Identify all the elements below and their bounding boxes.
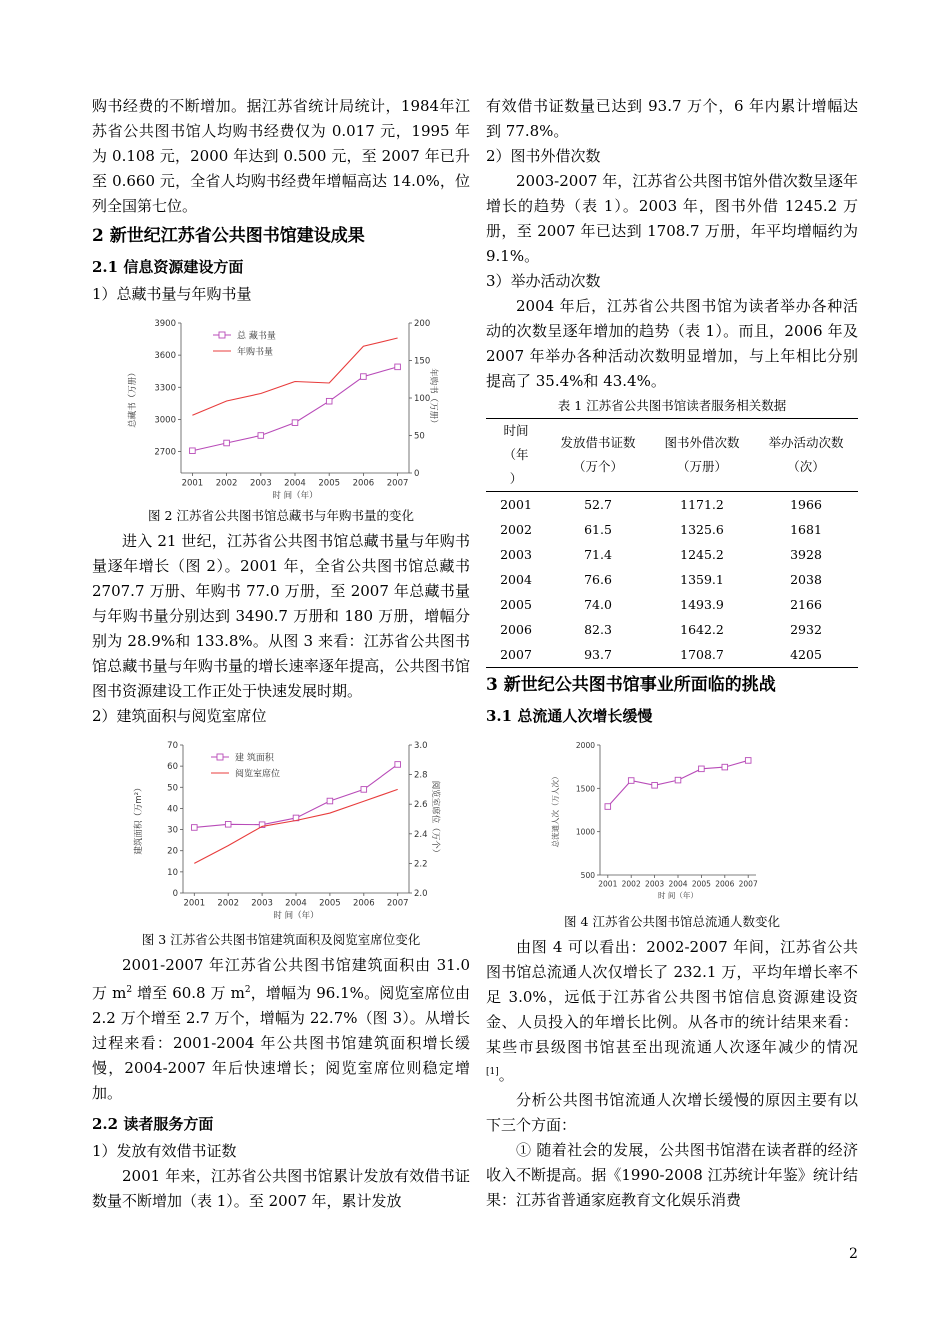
figure-3 — [92, 735, 470, 925]
figure-4-chart — [542, 735, 802, 907]
paragraph: 由图 4 可以看出：2002-2007 年间，江苏省公共图书馆总流通人次仅增长了 232.1 万，平均年增长率不足 3.0%，远低于江苏省公共图书馆信息资源建设资金、人员投入的年增长比例。从各市的统计结果来看：某些市县级图书馆甚至出现流通人次逐年减少的情况[1]。 — [486, 938, 858, 1084]
table-cell: 82.3 — [584, 622, 612, 637]
subsection-heading: 2.2 读者服务方面 — [92, 1115, 214, 1133]
data-point — [361, 787, 367, 793]
table-row — [486, 617, 858, 642]
data-point — [361, 374, 367, 380]
y-right-tick-label: 2.6 — [414, 800, 428, 811]
data-point — [327, 798, 333, 804]
x-axis-title: 时 间（年） — [272, 491, 318, 501]
figure-4 — [486, 735, 858, 907]
x-tick-label: 2005 — [318, 478, 341, 489]
x-tick-label: 2002 — [215, 478, 238, 489]
x-tick-label: 2003 — [645, 879, 665, 889]
paragraph: 进入 21 世纪，江苏省公共图书馆总藏书量与年购书量逐年增长（图 2）。2001 年，全省公共图书馆总藏书 2707.7 万册、年购书 77.0 万册，至 2007 年总藏书量与年购书量分别达到 3490.7 万册和 180 万册，增幅分别为 28.9%和 133.8%。从图 3 来看：江苏省公共图书馆总藏书量与年购书量的增长速率逐年提高，公共图书馆图书资源建设工作正处于快速发展时期。 — [92, 532, 470, 700]
figure-3-chart — [121, 735, 441, 925]
x-axis-title: 时 间（年） — [658, 891, 698, 900]
table-cell: 1708.7 — [680, 647, 724, 662]
y-tick-label: 3900 — [154, 319, 176, 329]
table-cell: 61.5 — [584, 522, 612, 537]
table-cell: 2007 — [500, 647, 532, 662]
table-cell: 1642.2 — [680, 622, 724, 637]
x-tick-label: 2004 — [668, 879, 688, 889]
y-right-tick-label: 150 — [414, 356, 431, 367]
y-right-tick-label: 2.8 — [414, 770, 428, 781]
y-right-tick-label: 3.0 — [414, 741, 428, 751]
data-point — [190, 448, 196, 454]
column-header-loans: 图书外借次数 （万册） — [664, 435, 740, 474]
y-tick-label: 60 — [167, 762, 178, 773]
table-cell: 1966 — [790, 497, 822, 512]
page-number: 2 — [849, 1246, 858, 1262]
y-tick-label: 40 — [167, 804, 178, 815]
y-tick-label: 50 — [167, 783, 178, 794]
section-heading: 3 新世纪公共图书馆事业所面临的挑战 — [486, 675, 776, 695]
y-right-axis-title: 年购书（万册） — [428, 368, 438, 428]
list-item: 1）发放有效借书证数 — [92, 1142, 237, 1160]
y-tick-label: 10 — [167, 867, 178, 878]
x-tick-label: 2006 — [352, 898, 375, 909]
series-line-1 — [194, 789, 397, 863]
x-tick-label: 2001 — [598, 879, 618, 889]
x-tick-label: 2007 — [738, 879, 758, 889]
y-tick-label: 1500 — [575, 784, 595, 794]
table-body — [486, 492, 858, 668]
table-cell: 4205 — [790, 647, 822, 662]
x-tick-label: 2002 — [621, 879, 641, 889]
list-item: 2）建筑面积与阅览室席位 — [92, 707, 267, 725]
figure-caption: 图 2 江苏省公共图书馆总藏书与年购书量的变化 — [148, 508, 414, 523]
right-column — [486, 94, 858, 1213]
data-point — [225, 821, 231, 827]
data-point — [224, 440, 230, 446]
table-cell: 2001 — [500, 497, 532, 512]
table-cell: 2038 — [790, 572, 822, 587]
table-row — [486, 567, 858, 592]
table-cell: 2002 — [500, 522, 532, 537]
legend-label: 总 藏书量 — [237, 331, 276, 342]
y-tick-label: 2700 — [154, 447, 176, 458]
y-axis-title: 总藏书（万册） — [128, 368, 138, 428]
column-header-cards: 发放借书证数 （万个） — [560, 435, 636, 474]
table-cell: 2003 — [500, 547, 532, 562]
y-right-tick-label: 2.4 — [414, 829, 428, 840]
data-point — [722, 764, 728, 770]
x-tick-label: 2006 — [352, 478, 375, 489]
table-cell: 1325.6 — [680, 522, 724, 537]
table-cell: 2004 — [500, 572, 532, 587]
y-right-tick-label: 0 — [414, 469, 420, 479]
y-right-tick-label: 100 — [414, 394, 431, 404]
legend-label: 年购书量 — [237, 347, 274, 358]
y-tick-label: 3600 — [154, 351, 176, 362]
x-tick-label: 2007 — [386, 898, 409, 909]
x-tick-label: 2005 — [319, 898, 341, 909]
y-right-tick-label: 2.0 — [414, 889, 428, 899]
x-tick-label: 2002 — [217, 898, 240, 909]
x-tick-label: 2004 — [285, 898, 307, 909]
x-tick-label: 2005 — [691, 879, 711, 889]
table-row — [486, 492, 858, 518]
data-point — [628, 778, 634, 784]
data-point — [675, 777, 681, 783]
paragraph: ① 随着社会的发展，公共图书馆潜在读者群的经济收入不断提高。据《1990-2008 江苏统计年鉴》统计结果：江苏省普通家庭教育文化娱乐消费 — [486, 1141, 858, 1209]
legend-marker — [217, 754, 223, 760]
y-tick-label: 0 — [172, 889, 178, 899]
paragraph: 2004 年后，江苏省公共图书馆为读者举办各种活动的次数呈逐年增加的趋势（表 1）。而且，2006 年及 2007 年举办各种活动次数明显增加，与上年相比分别提高了 35.4%和 43.4%。 — [486, 297, 858, 390]
table-cell: 1493.9 — [680, 597, 724, 612]
left-column — [92, 94, 470, 1214]
table-row — [486, 517, 858, 542]
paragraph: 购书经费的不断增加。据江苏省统计局统计，1984年江苏省公共图书馆人均购书经费仅为 0.017 元，1995 年为 0.108 元，2000 年达到 0.500 元，至 2007 年已升至 0.660 元，全省人均购书经费年增幅高达 14.0%，位列全国第七位。 — [92, 97, 470, 215]
table-cell: 1681 — [790, 522, 822, 537]
table-cell: 1245.2 — [680, 547, 724, 562]
subsection-heading: 2.1 信息资源建设方面 — [92, 258, 244, 276]
table-row — [486, 592, 858, 617]
y-axis-title: 总流通人次（万人次） — [551, 772, 560, 848]
table-caption: 表 1 江苏省公共图书馆读者服务相关数据 — [557, 398, 787, 413]
paragraph: 有效借书证数量已达到 93.7 万个，6 年内累计增幅达到 77.8%。 — [486, 97, 858, 140]
table-cell: 52.7 — [584, 497, 612, 512]
series-line-1 — [192, 338, 397, 415]
paragraph: 2001 年来，江苏省公共图书馆累计发放有效借书证数量不断增加（表 1）。至 2007 年，累计发放 — [92, 1167, 470, 1210]
table-cell: 2006 — [500, 622, 532, 637]
data-point — [258, 433, 264, 439]
list-item: 3）举办活动次数 — [486, 272, 601, 290]
y-tick-label: 30 — [167, 825, 178, 836]
data-point — [292, 420, 298, 426]
table-cell: 2932 — [790, 622, 822, 637]
series-line-0 — [192, 367, 397, 451]
data-point — [745, 758, 751, 764]
table-cell: 93.7 — [584, 647, 612, 662]
subsection-heading: 3.1 总流通人次增长缓慢 — [486, 707, 653, 725]
data-point — [699, 766, 705, 772]
y-tick-label: 500 — [580, 871, 595, 880]
y-tick-label: 3300 — [154, 383, 176, 394]
list-item: 1）总藏书量与年购书量 — [92, 285, 252, 303]
data-point — [605, 804, 611, 810]
y-tick-label: 3000 — [154, 415, 176, 426]
list-item: 2）图书外借次数 — [486, 147, 601, 165]
table-cell: 71.4 — [584, 547, 612, 562]
x-tick-label: 2007 — [386, 478, 409, 489]
data-point — [395, 364, 401, 370]
table-cell: 76.6 — [584, 572, 612, 587]
y-tick-label: 2000 — [575, 741, 595, 750]
table-row — [486, 542, 858, 567]
figure-2-chart — [121, 313, 441, 501]
table-cell: 1359.1 — [680, 572, 724, 587]
table-cell: 2005 — [500, 597, 532, 612]
table-row — [486, 642, 858, 668]
y-right-tick-label: 200 — [414, 319, 431, 329]
column-header-activities: 举办活动次数 （次） — [768, 435, 844, 474]
table-cell: 1171.2 — [680, 497, 724, 512]
y-right-axis-title: 阅览室席位（万个） — [430, 780, 440, 858]
figure-2 — [92, 313, 470, 501]
column-header-year: 时间 （年 ） — [503, 423, 529, 486]
data-point — [652, 783, 658, 789]
data-point — [326, 398, 332, 404]
legend-label: 建 筑面积 — [235, 753, 274, 764]
x-tick-label: 2006 — [715, 879, 735, 889]
x-axis-title: 时 间（年） — [273, 911, 319, 921]
data-point — [395, 762, 401, 768]
y-right-tick-label: 2.2 — [414, 859, 428, 870]
figure-caption: 图 4 江苏省公共图书馆总流通人数变化 — [564, 914, 780, 929]
y-tick-label: 1000 — [575, 827, 595, 837]
paragraph: 2003-2007 年，江苏省公共图书馆外借次数呈逐年增长的趋势（表 1）。2003 年，图书外借 1245.2 万册，至 2007 年已达到 1708.7 万册，年平均增幅约为 9.1%。 — [486, 172, 858, 265]
figure-caption: 图 3 江苏省公共图书馆建筑面积及阅览室席位变化 — [141, 932, 421, 947]
y-axis-title: 建筑面积（万m²） — [134, 783, 144, 855]
y-right-tick-label: 50 — [414, 431, 425, 442]
data-point — [192, 825, 198, 831]
x-tick-label: 2004 — [284, 478, 306, 489]
x-tick-label: 2001 — [181, 478, 204, 489]
table-header-row — [486, 419, 858, 492]
data-table — [486, 418, 858, 668]
paragraph: 2001-2007 年江苏省公共图书馆建筑面积由 31.0 万 $m^2$ 增至 60.8 万 $m^2$，增幅为 96.1%。阅览室席位由 2.2 万个增至 2.7 万个，增幅为 22.7%（图 3）。从增长过程来看：2001-2004 年公共图书馆建筑面积增长缓慢，2004-2007 年后快速增长；阅览室席位则稳定增加。 — [92, 956, 470, 1102]
table-cell: 2166 — [790, 597, 822, 612]
table-cell: 74.0 — [584, 597, 612, 612]
x-tick-label: 2001 — [183, 898, 206, 909]
section-heading: 2 新世纪江苏省公共图书馆建设成果 — [92, 226, 365, 246]
y-tick-label: 20 — [167, 846, 178, 857]
y-tick-label: 70 — [167, 741, 178, 751]
legend-marker — [219, 332, 225, 338]
x-tick-label: 2003 — [251, 898, 273, 909]
table-cell: 3928 — [790, 547, 822, 562]
legend-label: 阅览室席位 — [235, 769, 281, 780]
paragraph: 分析公共图书馆流通人次增长缓慢的原因主要有以下三个方面： — [486, 1091, 858, 1134]
x-tick-label: 2003 — [249, 478, 272, 489]
